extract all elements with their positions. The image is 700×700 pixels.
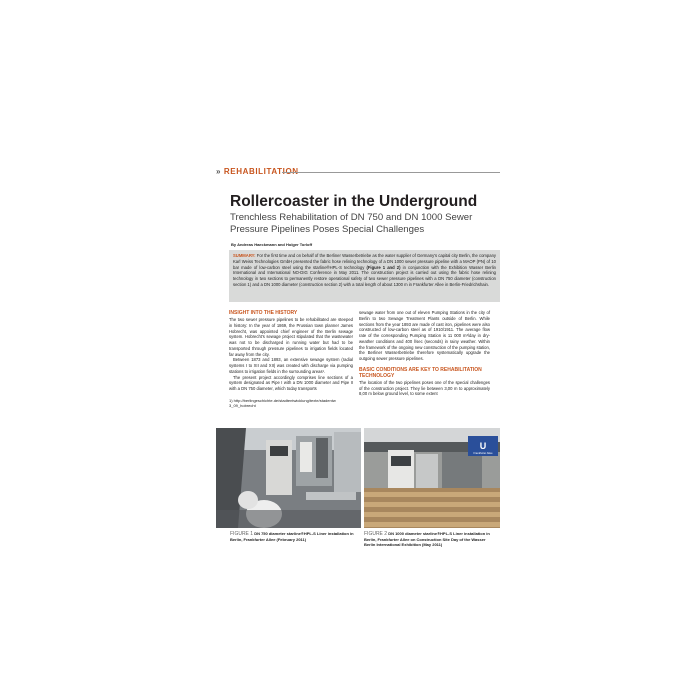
summary-box <box>229 250 500 302</box>
figure-1-illustration <box>216 428 361 528</box>
section-divider <box>282 172 500 173</box>
figure-2-label: FIGURE 2 <box>364 531 388 537</box>
summary-figure-ref: (Figure 1 and 2) <box>366 264 401 270</box>
u-bahn-sign-station: Frankfurter Allee <box>473 452 493 455</box>
figure-1-caption <box>230 531 355 542</box>
figure-2-photo <box>364 428 500 528</box>
history-paragraph-2: Between 1873 and 1893, an extensive sewage system (radial systems I to XII and XII) was created with discharge via pumping stations to irrigation fields in the surrounding areas¹. <box>229 357 353 374</box>
figure-2-caption-text: DN 1000 diameter starline®HPL-S Liner installation in Berlin, Frankfurter Allee on Construction Site Day of the Wasser Berlin International Exhibition (May 2011) <box>364 531 490 548</box>
summary-body-2: in conjunction with the Exhibition Wasser Berlin International and International NO-DIG Conference in May 2011. The construction project is carried out using the fabric hose relining technology in two sections to permanently restore operational safety of two sewer pressure pipelines with a DN 750 diameter (construction section 1) and a DN 1000 diameter (construction section 2) with a total length of about 1300 m in Frankfurter Allee in Berlin-Friedrichshain. <box>233 264 496 287</box>
summary-text <box>233 253 496 288</box>
article-authors: By Andreas Haeckmann and Holger Torloff <box>231 242 313 247</box>
left-column <box>229 310 353 409</box>
right-column <box>359 310 490 397</box>
summary-body: For the first time and on behalf of the Berliner Wasserbetriebe as the water supplier of Germany's capital city Berlin, the company Karl Weiss Technologies GmbH presented the fabric hose relining technology of a DN 1000 sewer pressure pipeline with a MAOP (PN) of 10 bar made of low-carbon steel using the starline®HPL-S technology <box>233 253 496 270</box>
history-paragraph-4: sewage water from one out of eleven Pumping Stations in the city of Berlin to two Sewage Treatment Plants outside of Berlin. While sections from the year 1893 are made of cast iron, pipelines were also constructed of low-carbon steel as of 1910/1911. The average flow rate of the corresponding Pumping Station is 11 000 m³/day in dry-weather conditions and 400 l/sec (seconds) in rainy weather. Within the framework of the ongoing new construction of the pumping station, the Berliner Wasserbetriebe therefore systematically upgrade the outgoing sewer pressure pipelines. <box>359 310 490 361</box>
history-heading: INSIGHT INTO THE HISTORY <box>229 310 298 316</box>
footnote: 1) http://berlingeschichte.de/stadtentwicklung/texte/stadentw 3_09_hobrecht <box>229 397 336 409</box>
article-subtitle: Trenchless Rehabilitation of DN 750 and DN 1000 Sewer Pressure Pipelines Poses Special Challenges <box>230 212 473 235</box>
figure-2-illustration <box>364 428 500 528</box>
history-paragraph-3: The present project accordingly comprises line sections of a system designated as Pipe I with a DN 1000 diameter and Pipe II with a DN 750 diameter, which today transports <box>229 374 353 391</box>
figure-1-caption-text: DN 750 diameter starline®HPL-S Liner installation in Berlin, Frankfurter Allee (February 2011) <box>230 531 354 543</box>
figure-1-photo <box>216 428 361 528</box>
section-arrow-icon: » <box>216 167 222 176</box>
summary-label: SUMMARY: <box>233 253 256 258</box>
article-title: Rollercoaster in the Underground <box>230 193 478 210</box>
figure-2-caption <box>364 531 496 548</box>
section-label: REHABILITATION <box>223 167 299 176</box>
history-paragraph-1: The two sewer pressure pipelines to be rehabilitated are steeped in history: In the year of 1869, the Prussian town planner James Hobrecht, was appointed chief engineer of the Berlin sewage system. Hobrecht's sewage project stipulated that the wastewater was not to be discharged in running water but had to be transported through pressure pipelines to irrigation fields located far away from the city. <box>229 317 353 357</box>
figure-1-label: FIGURE 1 <box>230 531 254 537</box>
u-bahn-sign-letter: U <box>479 441 487 451</box>
magazine-page <box>216 160 500 560</box>
conditions-heading: BASIC CONDITIONS ARE KEY TO REHABILITATION TECHNOLOGY <box>359 366 482 379</box>
conditions-paragraph-1: The location of the two pipelines poses one of the special challenges of the construction project. They lie between 3,00 m to approximately 8,00 m below ground level, to some extent <box>359 379 490 397</box>
